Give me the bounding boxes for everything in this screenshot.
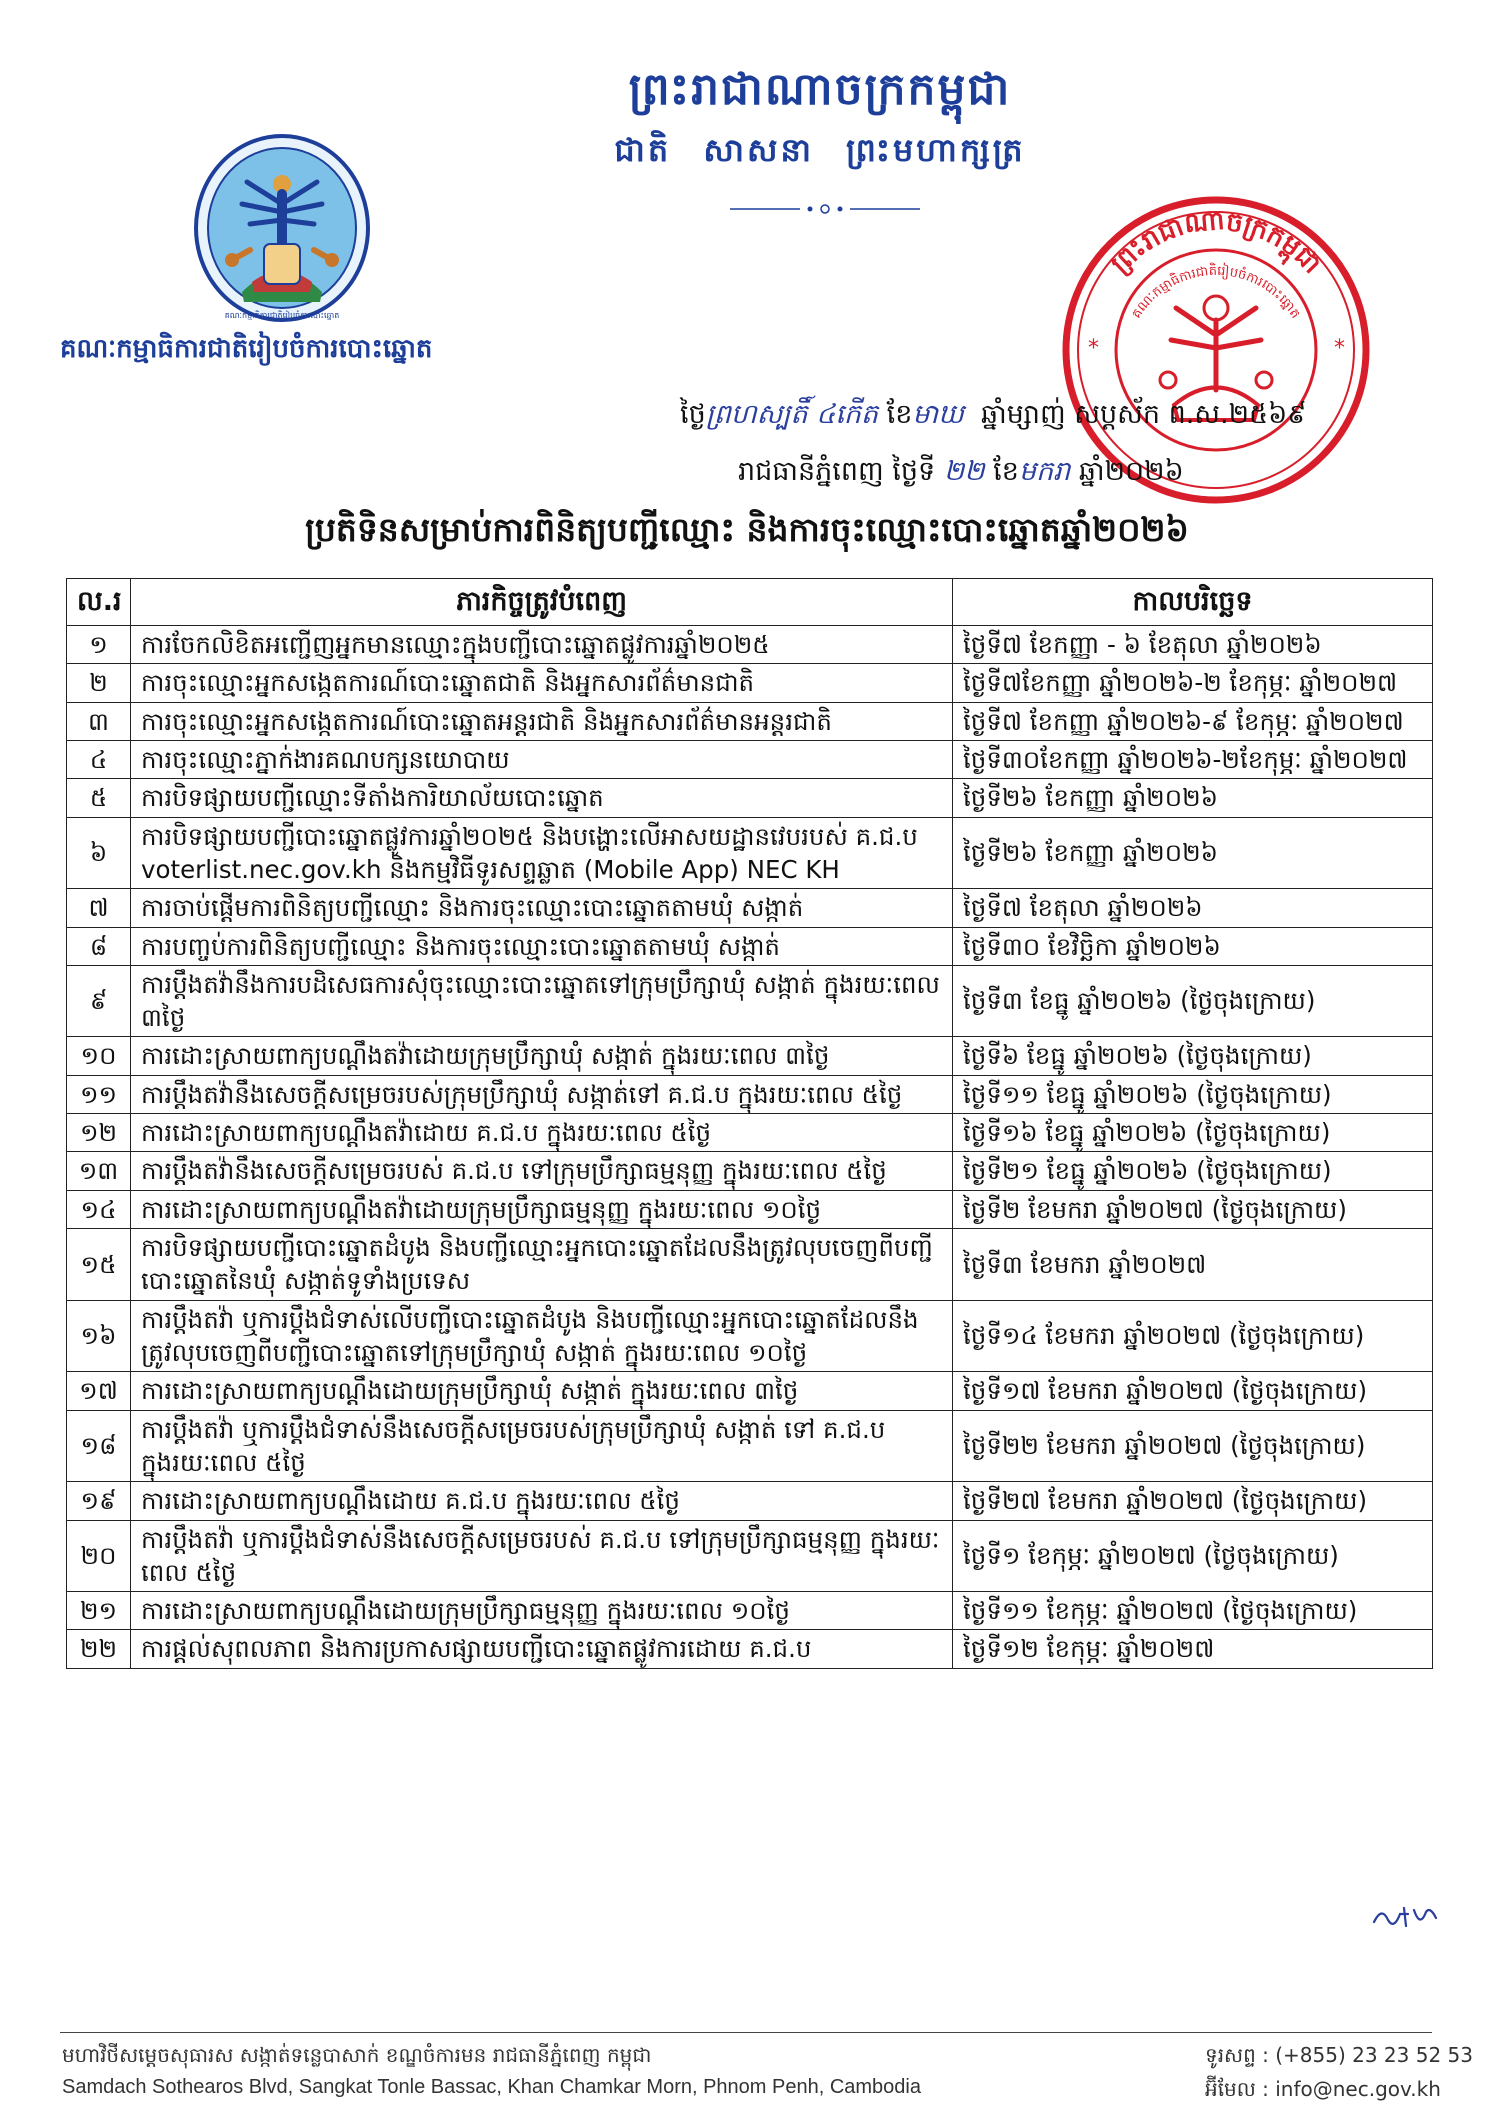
lunar-date-line	[680, 398, 1306, 437]
row-activity: ការដោះស្រាយពាក្យបណ្តឹងតវ៉ាដោយក្រុមប្រឹក្សាធម្មនុញ្ញ ក្នុងរយៈពេល ១០ថ្ងៃ	[131, 1190, 953, 1228]
row-period: ថ្ងៃទី១១ ខែធ្នូ ឆ្នាំ២០២៦ (ថ្ងៃចុងក្រោយ)	[953, 1075, 1433, 1113]
row-number: ១៦	[67, 1300, 131, 1372]
row-period: ថ្ងៃទី២៦ ខែកញ្ញា ឆ្នាំ២០២៦	[953, 779, 1433, 817]
row-number: ១៨	[67, 1410, 131, 1482]
row-period: ថ្ងៃទី១១ ខែកុម្ភៈ ឆ្នាំ២០២៧ (ថ្ងៃចុងក្រោយ)	[953, 1592, 1433, 1630]
footer-phone: ទូរសព្ទ : (+855) 23 23 52 53	[1205, 2043, 1473, 2067]
kingdom-heading: ព្រះរាជាណាចក្រកម្ពុជា	[628, 64, 1012, 115]
document-title: ប្រតិទិនសម្រាប់ការពិនិត្យបញ្ជីឈ្មោះ និងការចុះឈ្មោះបោះឆ្នោតឆ្នាំ២០២៦	[305, 510, 1189, 549]
row-period: ថ្ងៃទី១៦ ខែធ្នូ ឆ្នាំ២០២៦ (ថ្ងៃចុងក្រោយ)	[953, 1114, 1433, 1152]
row-activity: ការដោះស្រាយពាក្យបណ្តឹងដោយក្រុមប្រឹក្សាធម្មនុញ្ញ ក្នុងរយៈពេល ១០ថ្ងៃ	[131, 1592, 953, 1630]
table-row	[67, 1190, 1433, 1228]
row-activity: ការដោះស្រាយពាក្យបណ្តឹងដោយក្រុមប្រឹក្សាឃុំ សង្កាត់ ក្នុងរយៈពេល ៣ថ្ងៃ	[131, 1372, 953, 1410]
row-number: ៥	[67, 779, 131, 817]
table-row	[67, 1152, 1433, 1190]
row-period: ថ្ងៃទី៦ ខែធ្នូ ឆ្នាំ២០២៦ (ថ្ងៃចុងក្រោយ)	[953, 1037, 1433, 1075]
row-activity: ការចែកលិខិតអញ្ជើញអ្នកមានឈ្មោះក្នុងបញ្ជីបោះឆ្នោតផ្លូវការឆ្នាំ២០២៥	[131, 626, 953, 664]
row-number: ២២	[67, 1630, 131, 1668]
row-activity: ការបិទផ្សាយបញ្ជីឈ្មោះទីតាំងការិយាល័យបោះឆ្នោត	[131, 779, 953, 817]
footer-address-english: Samdach Sothearos Blvd, Sangkat Tonle Bassac, Khan Chamkar Morn, Phnom Penh, Cambodia	[62, 2076, 921, 2098]
row-period: ថ្ងៃទី២៧ ខែមករា ឆ្នាំ២០២៧ (ថ្ងៃចុងក្រោយ)	[953, 1482, 1433, 1520]
svg-text:*: *	[1088, 336, 1099, 361]
row-activity: ការប្តឹងតវ៉ា ឬការប្តឹងជំទាស់នឹងសេចក្តីសម្រេចរបស់ គ.ជ.ប ទៅក្រុមប្រឹក្សាធម្មនុញ្ញ ក្នុងរយៈពេល ៥ថ្ងៃ	[131, 1520, 953, 1592]
row-period: ថ្ងៃទី៣០ខែកញ្ញា ឆ្នាំ២០២៦-២ខែកុម្ភៈ ឆ្នាំ២០២៧	[953, 740, 1433, 778]
row-number: ១០	[67, 1037, 131, 1075]
lunar-day-handwritten: ព្រហស្បតិ៍ ៤កើត	[705, 399, 879, 430]
row-number: ៦	[67, 817, 131, 889]
table-row	[67, 1482, 1433, 1520]
row-period: ថ្ងៃទី២២ ខែមករា ឆ្នាំ២០២៧ (ថ្ងៃចុងក្រោយ)	[953, 1410, 1433, 1482]
solar-month-handwritten: មករា	[1018, 456, 1071, 487]
row-activity: ការចុះឈ្មោះអ្នកសង្កេតការណ៍បោះឆ្នោតអន្តរជាតិ និងអ្នកសារព័ត៌មានអន្តរជាតិ	[131, 702, 953, 740]
table-row	[67, 1037, 1433, 1075]
row-period: ថ្ងៃទី៧ ខែកញ្ញា ឆ្នាំ២០២៦-៩ ខែកុម្ភៈ ឆ្នាំ២០២៧	[953, 702, 1433, 740]
row-period: ថ្ងៃទី១៧ ខែមករា ឆ្នាំ២០២៧ (ថ្ងៃចុងក្រោយ)	[953, 1372, 1433, 1410]
row-activity: ការចុះឈ្មោះភ្នាក់ងារគណបក្សនយោបាយ	[131, 740, 953, 778]
row-number: ៧	[67, 889, 131, 927]
row-number: ២	[67, 664, 131, 702]
row-period: ថ្ងៃទី២ ខែមករា ឆ្នាំ២០២៧ (ថ្ងៃចុងក្រោយ)	[953, 1190, 1433, 1228]
row-period: ថ្ងៃទី១ ខែកុម្ភៈ ឆ្នាំ២០២៧ (ថ្ងៃចុងក្រោយ)	[953, 1520, 1433, 1592]
header-task: ភារកិច្ចត្រូវបំពេញ	[131, 579, 953, 626]
lunar-prefix: ថ្ងៃ	[680, 399, 706, 430]
row-number: ១១	[67, 1075, 131, 1113]
row-period: ថ្ងៃទី៣ ខែធ្នូ ឆ្នាំ២០២៦ (ថ្ងៃចុងក្រោយ)	[953, 965, 1433, 1037]
row-period: ថ្ងៃទី៧ ខែកញ្ញា - ៦ ខែតុលា ឆ្នាំ២០២៦	[953, 626, 1433, 664]
header-period: កាលបរិច្ឆេទ	[953, 579, 1433, 626]
table-row	[67, 817, 1433, 889]
solar-year: ឆ្នាំ២០២៦	[1078, 456, 1184, 487]
table-body	[67, 626, 1433, 1669]
schedule-table	[66, 578, 1433, 1669]
row-activity: ការប្តឹងតវ៉ានឹងសេចក្តីសម្រេចរបស់ គ.ជ.ប ទៅក្រុមប្រឹក្សាធម្មនុញ្ញ ក្នុងរយៈពេល ៥ថ្ងៃ	[131, 1152, 953, 1190]
row-activity: ការដោះស្រាយពាក្យបណ្តឹងដោយ គ.ជ.ប ក្នុងរយៈពេល ៥ថ្ងៃ	[131, 1482, 953, 1520]
table-row	[67, 1075, 1433, 1113]
seal-outer-text: ព្រះរាជាណាចក្រកម្ពុជា	[1105, 205, 1327, 280]
row-number: ៤	[67, 740, 131, 778]
row-period: ថ្ងៃទី១២ ខែកុម្ភៈ ឆ្នាំ២០២៧	[953, 1630, 1433, 1668]
table-row	[67, 927, 1433, 965]
table-row	[67, 702, 1433, 740]
row-activity: ការបិទផ្សាយបញ្ជីបោះឆ្នោតដំបូង និងបញ្ជីឈ្មោះអ្នកបោះឆ្នោតដែលនឹងត្រូវលុបចេញពីបញ្ជីបោះឆ្នោតនៃឃុំ សង្កាត់ទូទាំងប្រទេស	[131, 1229, 953, 1301]
row-period: ថ្ងៃទី២១ ខែធ្នូ ឆ្នាំ២០២៦ (ថ្ងៃចុងក្រោយ)	[953, 1152, 1433, 1190]
row-period: ថ្ងៃទី៣ ខែមករា ឆ្នាំ២០២៧	[953, 1229, 1433, 1301]
footer-address-khmer: មហាវិថីសម្តេចសុធារស សង្កាត់ទន្លេបាសាក់ ខណ្ឌចំការមន រាជធានីភ្នំពេញ កម្ពុជា	[62, 2043, 652, 2067]
table-row	[67, 1630, 1433, 1668]
row-number: ១	[67, 626, 131, 664]
row-activity: ការដោះស្រាយពាក្យបណ្តឹងតវ៉ាដោយក្រុមប្រឹក្សាឃុំ សង្កាត់ ក្នុងរយៈពេល ៣ថ្ងៃ	[131, 1037, 953, 1075]
row-period: ថ្ងៃទី៧ ខែតុលា ឆ្នាំ២០២៦	[953, 889, 1433, 927]
row-activity: ការចាប់ផ្តើមការពិនិត្យបញ្ជីឈ្មោះ និងការចុះឈ្មោះបោះឆ្នោតតាមឃុំ សង្កាត់	[131, 889, 953, 927]
organization-name: គណៈកម្មាធិការជាតិរៀបចំការបោះឆ្នោត	[60, 334, 433, 364]
table-row	[67, 664, 1433, 702]
initials-signature-icon	[1370, 1900, 1440, 1934]
row-number: ៩	[67, 965, 131, 1037]
row-activity: ការប្តឹងតវ៉ានឹងសេចក្តីសម្រេចរបស់ក្រុមប្រឹក្សាឃុំ សង្កាត់ទៅ គ.ជ.ប ក្នុងរយៈពេល ៥ថ្ងៃ	[131, 1075, 953, 1113]
row-number: ៨	[67, 927, 131, 965]
row-activity: ការបញ្ចប់ការពិនិត្យបញ្ជីឈ្មោះ និងការចុះឈ្មោះបោះឆ្នោតតាមឃុំ សង្កាត់	[131, 927, 953, 965]
table-row	[67, 1229, 1433, 1301]
row-period: ថ្ងៃទី១៤ ខែមករា ឆ្នាំ២០២៧ (ថ្ងៃចុងក្រោយ)	[953, 1300, 1433, 1372]
table-row	[67, 779, 1433, 817]
lunar-year: ឆ្នាំម្សាញ់ សប្តស័ក ព.ស.២៥៦៩	[980, 399, 1307, 430]
footer-email: អ៊ីមែល : info@nec.gov.kh	[1205, 2077, 1441, 2101]
row-period: ថ្ងៃទី៣០ ខែវិច្ឆិកា ឆ្នាំ២០២៦	[953, 927, 1433, 965]
table-row	[67, 965, 1433, 1037]
solar-month-label: ខែ	[993, 456, 1019, 487]
row-activity: ការបិទផ្សាយបញ្ជីបោះឆ្នោតផ្លូវការឆ្នាំ២០២៥ និងបង្ហោះលើអាសយដ្ឋានវេបរបស់ គ.ជ.ប voterlist.nec.gov.kh និងកម្មវិធីទូរសព្ទឆ្លាត (Mobile App) NEC KH	[131, 817, 953, 889]
row-period: ថ្ងៃទី២៦ ខែកញ្ញា ឆ្នាំ២០២៦	[953, 817, 1433, 889]
row-number: ១៩	[67, 1482, 131, 1520]
table-row	[67, 626, 1433, 664]
table-row	[67, 1300, 1433, 1372]
seal-inner-text: គណៈកម្មាធិការជាតិរៀបចំការបោះឆ្នោត	[1129, 263, 1303, 322]
table-row	[67, 1372, 1433, 1410]
ornament-divider-icon	[730, 200, 920, 218]
footer-divider	[60, 2032, 1432, 2033]
row-activity: ការប្តឹងតវ៉ានឹងការបដិសេធការសុំចុះឈ្មោះបោះឆ្នោតទៅក្រុមប្រឹក្សាឃុំ សង្កាត់ ក្នុងរយៈពេល ៣ថ្ងៃ	[131, 965, 953, 1037]
table-row	[67, 740, 1433, 778]
row-number: ២១	[67, 1592, 131, 1630]
svg-text:*: *	[1334, 336, 1345, 361]
lunar-month-handwritten: មាឃ	[912, 399, 964, 430]
national-motto: ជាតិ សាសនា ព្រះមហាក្សត្រ	[614, 131, 1026, 169]
row-activity: ការប្តឹងតវ៉ា ឬការប្តឹងជំទាស់នឹងសេចក្តីសម្រេចរបស់ក្រុមប្រឹក្សាឃុំ សង្កាត់ ទៅ គ.ជ.ប ក្នុងរយៈពេល ៥ថ្ងៃ	[131, 1410, 953, 1482]
row-number: ២០	[67, 1520, 131, 1592]
table-row	[67, 1592, 1433, 1630]
row-activity: ការប្តឹងតវ៉ា ឬការប្តឹងជំទាស់លើបញ្ជីបោះឆ្នោតដំបូង និងបញ្ជីឈ្មោះអ្នកបោះឆ្នោតដែលនឹងត្រូវលុបចេញពីបញ្ជីបោះឆ្នោតទៅក្រុមប្រឹក្សាឃុំ សង្កាត់ ក្នុងរយៈពេល ១០ថ្ងៃ	[131, 1300, 953, 1372]
row-number: ១៥	[67, 1229, 131, 1301]
row-period: ថ្ងៃទី៧ខែកញ្ញា ឆ្នាំ២០២៦-២ ខែកុម្ភៈ ឆ្នាំ២០២៧	[953, 664, 1433, 702]
solar-day-handwritten: ២២	[943, 456, 985, 487]
header-number: ល.រ	[67, 579, 131, 626]
table-row	[67, 889, 1433, 927]
row-activity: ការដោះស្រាយពាក្យបណ្តឹងតវ៉ាដោយ គ.ជ.ប ក្នុងរយៈពេល ៥ថ្ងៃ	[131, 1114, 953, 1152]
row-number: ១៧	[67, 1372, 131, 1410]
row-activity: ការចុះឈ្មោះអ្នកសង្កេតការណ៍បោះឆ្នោតជាតិ និងអ្នកសារព័ត៌មានជាតិ	[131, 664, 953, 702]
solar-date-line	[738, 455, 1184, 494]
table-row	[67, 1410, 1433, 1482]
row-number: ១៣	[67, 1152, 131, 1190]
table-header-row	[67, 579, 1433, 626]
table-row	[67, 1520, 1433, 1592]
lunar-month-label: ខែ	[886, 399, 913, 430]
row-number: ១៤	[67, 1190, 131, 1228]
solar-prefix: រាជធានីភ្នំពេញ ថ្ងៃទី	[738, 456, 936, 487]
row-activity: ការផ្តល់សុពលភាព និងការប្រកាសផ្សាយបញ្ជីបោះឆ្នោតផ្លូវការដោយ គ.ជ.ប	[131, 1630, 953, 1668]
row-number: ៣	[67, 702, 131, 740]
logo-text: គណៈកម្មាធិការជាតិរៀបចំការបោះឆ្នោត	[224, 311, 340, 320]
nec-logo-emblem-icon	[192, 132, 372, 332]
table-row	[67, 1114, 1433, 1152]
row-number: ១២	[67, 1114, 131, 1152]
